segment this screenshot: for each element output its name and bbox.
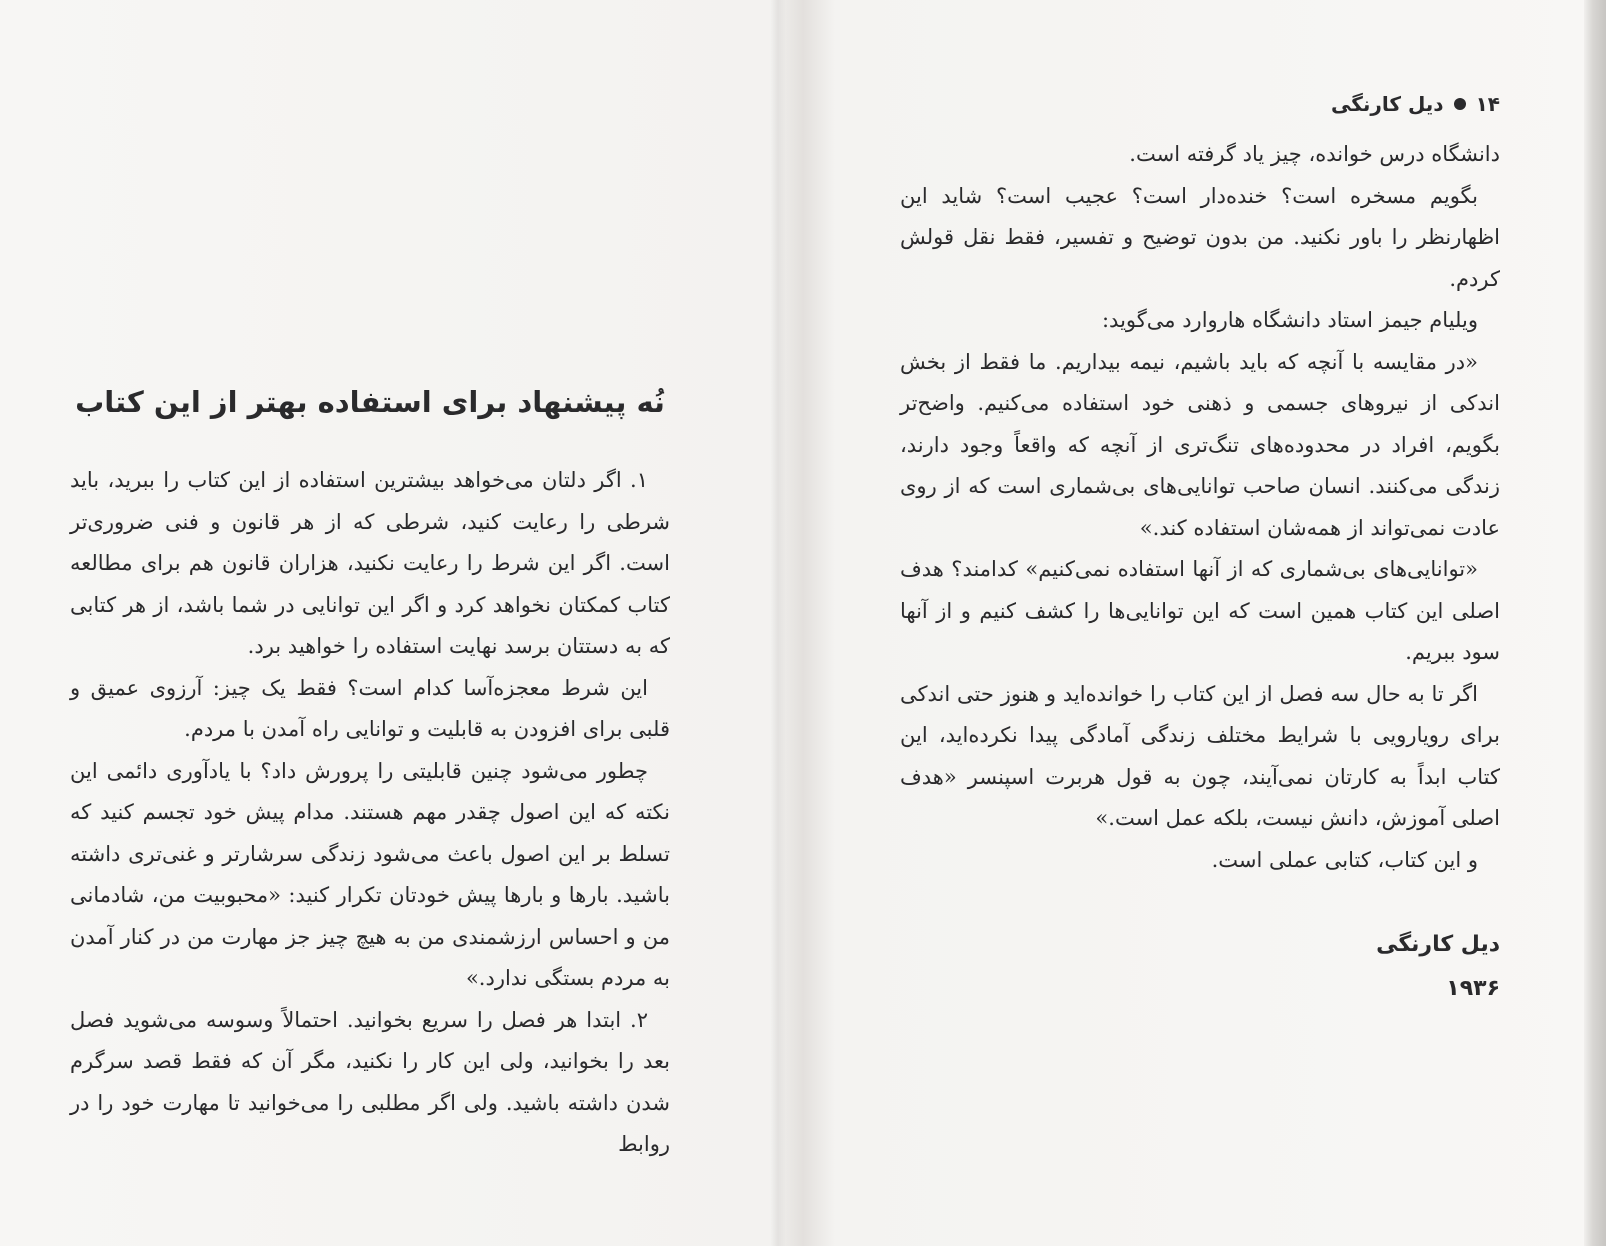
signature (900, 923, 1500, 1011)
paragraph: چطور می‌شود چنین قابلیتی را پرورش داد؟ با یادآوری دائمی این نکته که این اصول چقدر مهم هستند. مدام پیش خود تجسم کنید که تسلط بر این اصول باعث می‌شود زندگی سرشارتر و غنی‌تری داشته باشید. بارها و بارها پیش خودتان تکرار کنید: «محبوبیت من، شادمانی من و احساس ارزشمندی من به هیچ چیز جز مهارت من در کنار آمدن به مردم بستگی ندارد.» (70, 758, 670, 990)
paragraph: ویلیام جیمز استاد دانشگاه هاروارد می‌گوید: (1101, 308, 1478, 332)
page-edge (1584, 0, 1606, 1246)
signature-name: دیل کارنگی (1376, 932, 1500, 957)
paragraph: اگر تا به حال سه فصل از این کتاب را خوانده‌اید و هنوز حتی اندکی برای رویارویی با شرایط مختلف زندگی آمادگی پیدا نکرده‌اید، این کتاب ابداً به کارتان نمی‌آیند، چون به قول هربرت اسپنسر «هدف اصلی آموزش، دانش نیست، بلکه عمل است.» (900, 681, 1500, 830)
bullet-dot-icon (1454, 98, 1466, 110)
running-head (900, 92, 1500, 116)
paragraph: و این کتاب، کتابی عملی است. (1211, 847, 1478, 872)
section-title: نُه پیشنهاد برای استفاده بهتر از این کتاب (75, 385, 665, 419)
paragraph: دانشگاه درس خوانده، چیز یاد گرفته است. (1129, 142, 1500, 166)
paragraph: ۱. اگر دلتان می‌خواهد بیشترین استفاده از این کتاب را ببرید، باید شرطی را رعایت کنید، شرطی که از هر قانون و فنی ضروری‌تر است. اگر این شرط را رعایت نکنید، هزاران قانون هم برای مطالعه کتاب کمکتان نخواهد کرد و اگر این توانایی در شما باشد، از هر کتابی که به دستتان برسد نهایت استفاده را خواهید برد. (70, 468, 670, 658)
page-number: ۱۴ (1475, 92, 1500, 116)
right-page (900, 92, 1500, 1011)
paragraph: این شرط معجزه‌آسا کدام است؟ فقط یک چیز: آرزوی عمیق و قلبی برای افزودن به قابلیت و توانایی راه آمدن با مردم. (70, 675, 670, 741)
paragraph: «در مقایسه با آنچه که باید باشیم، نیمه بیداریم. ما فقط از بخش اندکی از نیروهای جسمی و ذهنی خود استفاده می‌کنیم. واضح‌تر بگویم، افراد در محدوده‌های تنگ‌تری از آنچه که واقعاً وجود دارند، زندگی می‌کنند. انسان صاحب توانایی‌های بی‌شماری است که از روی عادت نمی‌تواند از همه‌شان استفاده کند.» (900, 349, 1500, 540)
running-title: دیل کارنگی (1330, 92, 1444, 116)
paragraph: ۲. ابتدا هر فصل را سریع بخوانید. احتمالاً وسوسه می‌شوید فصل بعد را بخوانید، ولی این کار را نکنید، مگر آن که فقط قصد سرگرم شدن داشته باشید. ولی اگر مطلبی را می‌خوانید تا مهارت خود را در روابط (70, 1007, 670, 1156)
signature-year: ۱۹۳۶ (1446, 976, 1500, 1001)
paragraph: «توانایی‌های بی‌شماری که از آنها استفاده نمی‌کنیم» کدامند؟ هدف اصلی این کتاب همین است که این توانایی‌ها را کشف کنیم و از آنها سود ببریم. (900, 557, 1500, 664)
paragraph: بگویم مسخره است؟ خنده‌دار است؟ عجیب است؟ شاید این اظهارنظر را باور نکنید. من بدون توضیح و تفسیر، فقط نقل قولش کردم. (900, 183, 1500, 291)
gutter-shadow (770, 0, 786, 1246)
left-page (70, 380, 670, 1166)
